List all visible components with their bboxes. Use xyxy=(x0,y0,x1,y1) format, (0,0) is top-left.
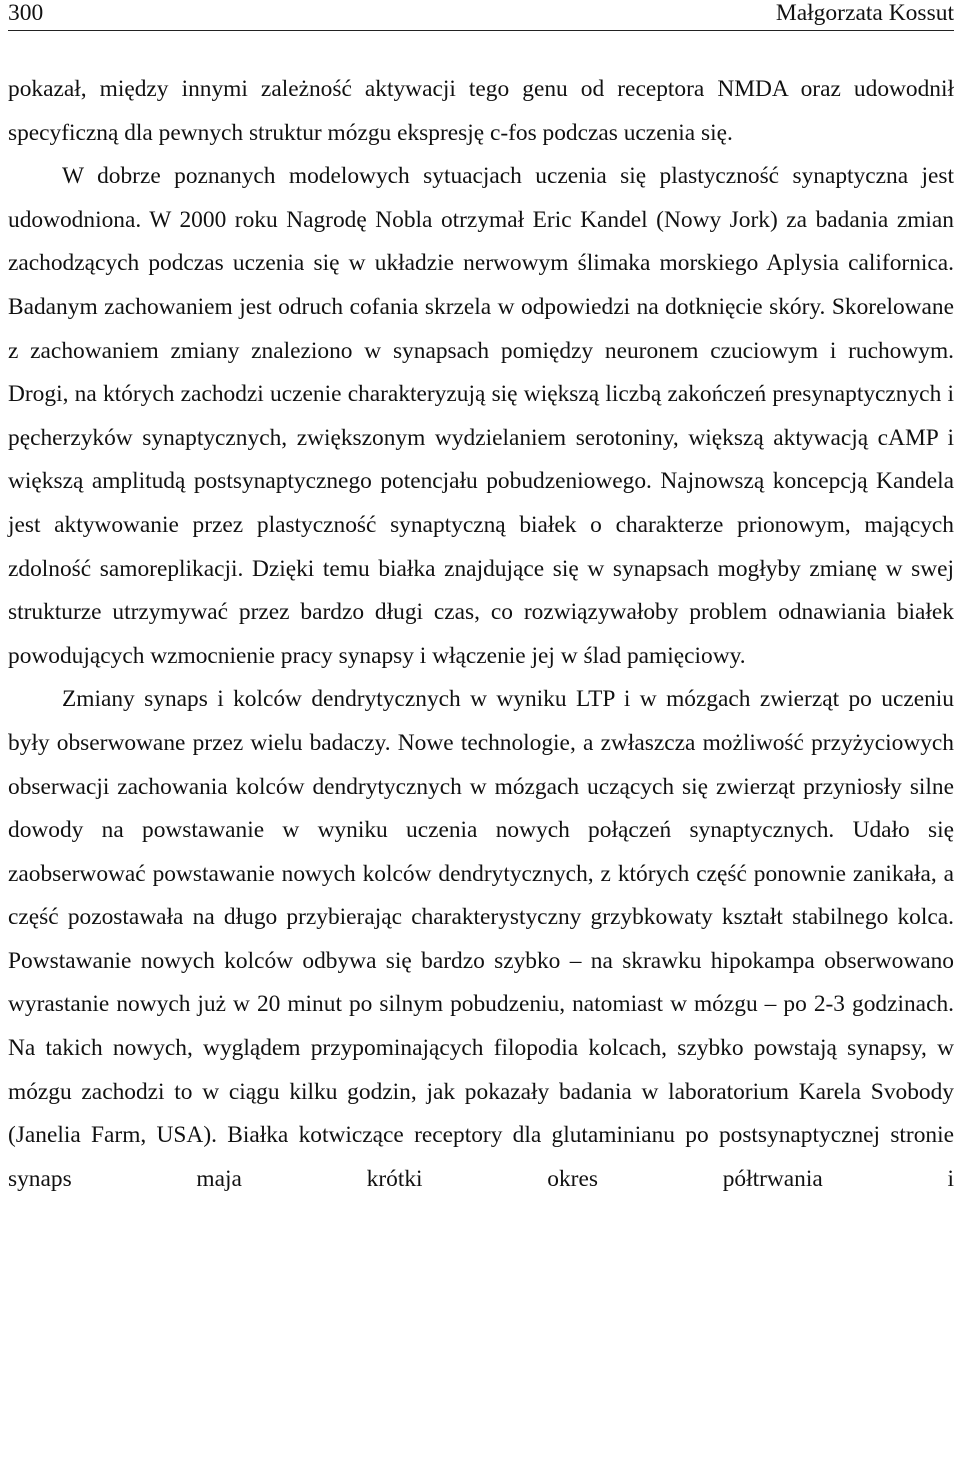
page-number: 300 xyxy=(8,0,44,26)
document-page xyxy=(8,0,954,1201)
paragraph-continuation: pokazał, między innymi zależność aktywacji tego genu od receptora NMDA oraz udowodnił specyficzną dla pewnych struktur mózgu ekspresję c-fos podczas uczenia się. xyxy=(8,76,954,146)
body-text xyxy=(8,68,954,1201)
paragraph-dendritic-spines: Zmiany synaps i kolców dendrytycznych w wyniku LTP i w mózgach zwierząt po uczeniu były obserwowane przez wielu badaczy. Nowe technologie, a zwłaszcza możliwość przyżyciowych obserwacji zachowania kolców dendrytycznych w mózgach uczących się zwierząt przyniosły silne dowody na powstawanie w wyniku uczenia nowych połączeń synaptycznych. Udało się zaobserwować powstawanie nowych kolców dendrytycznych, z których część ponownie zanikała, a część pozostawała na długo przybierając charakterystyczny grzybkowaty kształt stabilnego kolca. Powstawanie nowych kolców odbywa się bardzo szybko – na skrawku hipokampa obserwowano wyrastanie nowych już w 20 minut po silnym pobudzeniu, natomiast w mózgu – po 2-3 godzinach. Na takich nowych, wyglądem przypominających filopodia kolcach, szybko powstają synapsy, w mózgu zachodzi to w ciągu kilku godzin, jak pokazały badania w laboratorium Karela Svobody (Janelia Farm, USA). Białka kotwiczące receptory dla glutaminianu po postsynaptycznej stronie synaps maja krótki okres półtrwania i xyxy=(8,686,954,1192)
running-head-author: Małgorzata Kossut xyxy=(775,0,954,26)
page-header xyxy=(8,0,954,31)
paragraph-kandel: W dobrze poznanych modelowych sytuacjach uczenia się plastyczność synaptyczna jest udowodniona. W 2000 roku Nagrodę Nobla otrzymał Eric Kandel (Nowy Jork) za badania zmian zachodzących podczas uczenia się w układzie nerwowym ślimaka morskiego Aplysia californica. Badanym zachowaniem jest odruch cofania skrzela w odpowiedzi na dotknięcie skóry. Skorelowane z zachowaniem zmiany znaleziono w synapsach pomiędzy neuronem czuciowym i ruchowym. Drogi, na których zachodzi uczenie charakteryzują się większą liczbą zakończeń presynaptycznych i pęcherzyków synaptycznych, zwiększonym wydzielaniem serotoniny, większą aktywacją cAMP i większą amplitudą postsynaptycznego potencjału pobudzeniowego. Najnowszą koncepcją Kandela jest aktywowanie przez plastyczność synaptyczną białek o charakterze prionowym, mających zdolność samoreplikacji. Dzięki temu białka znajdujące się w synapsach mogłyby zmianę w swej strukturze utrzymywać przez bardzo długi czas, co rozwiązywałoby problem odnawiania białek powodujących wzmocnienie pracy synapsy i włączenie jej w ślad pamięciowy. xyxy=(8,163,954,669)
